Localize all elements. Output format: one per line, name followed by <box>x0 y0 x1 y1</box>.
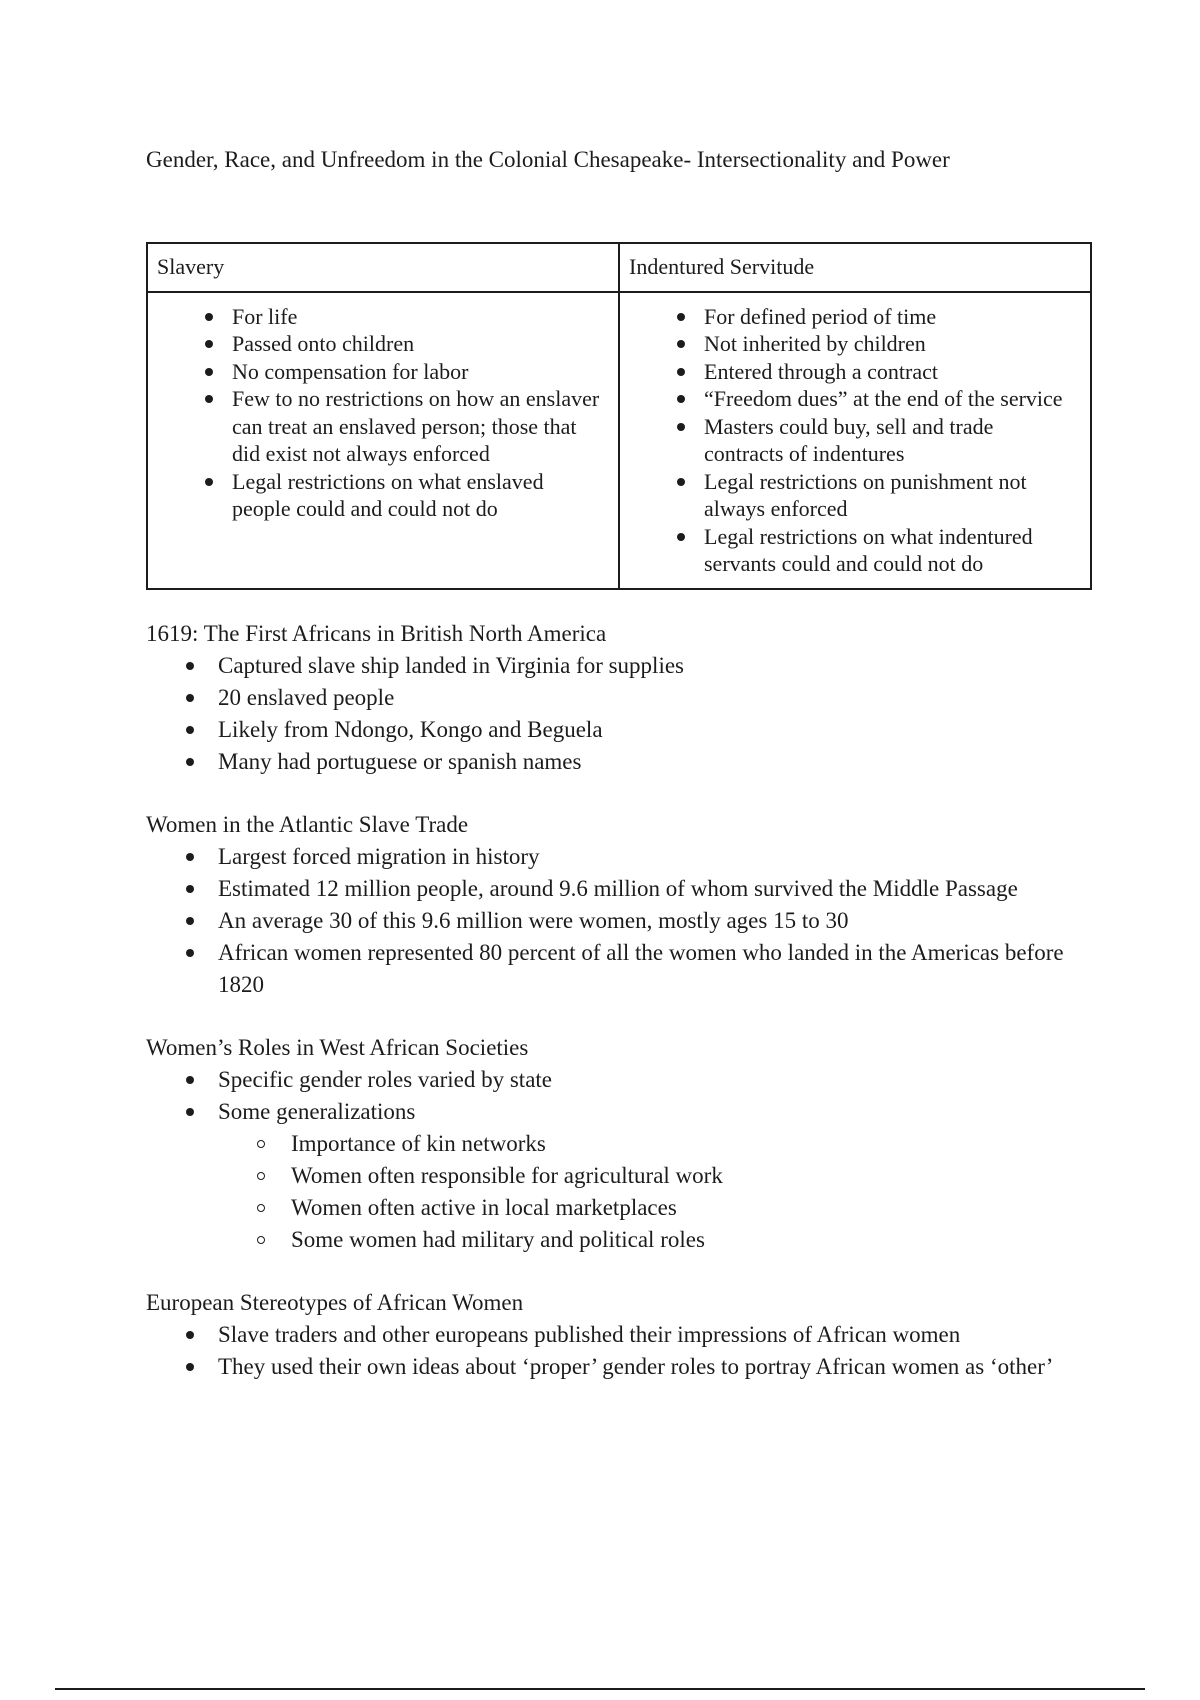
list-item: Many had portuguese or spanish names <box>146 746 1090 778</box>
list-item: Specific gender roles varied by state <box>146 1064 1090 1096</box>
bullet-list <box>146 1319 1090 1383</box>
section-heading: 1619: The First Africans in British North America <box>146 620 607 646</box>
list-item: Largest forced migration in history <box>146 841 1090 873</box>
document-page <box>146 140 1090 1414</box>
comparison-table <box>146 242 1092 590</box>
list-item: Slave traders and other europeans published their impressions of African women <box>146 1319 1090 1351</box>
list-item: Women often active in local marketplaces <box>146 1192 1090 1224</box>
list-item: No compensation for labor <box>160 358 606 386</box>
list-item: Legal restrictions on punishment not always enforced <box>632 468 1078 523</box>
indentured-cell <box>619 292 1091 589</box>
list-item: Importance of kin networks <box>146 1128 1090 1160</box>
section-european-stereotypes <box>146 1287 1090 1383</box>
list-item: For defined period of time <box>632 303 1078 331</box>
list-item: Captured slave ship landed in Virginia for supplies <box>146 650 1090 682</box>
list-item: Women often responsible for agricultural work <box>146 1160 1090 1192</box>
list-item: Some women had military and political roles <box>146 1224 1090 1256</box>
list-item: “Freedom dues” at the end of the service <box>632 385 1078 413</box>
slavery-cell <box>147 292 619 589</box>
indentured-column-header: Indentured Servitude <box>619 243 1091 292</box>
list-item: Passed onto children <box>160 330 606 358</box>
list-item: 20 enslaved people <box>146 682 1090 714</box>
list-item: African women represented 80 percent of all the women who landed in the Americas before 1820 <box>146 937 1090 1001</box>
section-heading: Women’s Roles in West African Societies <box>146 1034 529 1060</box>
list-item: Legal restrictions on what indentured servants could and could not do <box>632 523 1078 578</box>
list-item: An average 30 of this 9.6 million were women, mostly ages 15 to 30 <box>146 905 1090 937</box>
section-heading: European Stereotypes of African Women <box>146 1289 524 1315</box>
bullet-list <box>146 650 1090 778</box>
sub-bullet-list <box>146 1128 1090 1256</box>
list-item: Legal restrictions on what enslaved people could and could not do <box>160 468 606 523</box>
page-title: Gender, Race, and Unfreedom in the Colonial Chesapeake- Intersectionality and Power <box>146 147 950 172</box>
list-item: Not inherited by children <box>632 330 1078 358</box>
section-atlantic-slave-trade <box>146 809 1090 1001</box>
indentured-list <box>632 303 1078 578</box>
list-item: Few to no restrictions on how an enslaver can treat an enslaved person; those that did exist not always enforced <box>160 385 606 468</box>
section-heading: Women in the Atlantic Slave Trade <box>146 811 469 837</box>
list-item: Estimated 12 million people, around 9.6 million of whom survived the Middle Passage <box>146 873 1090 905</box>
slavery-list <box>160 303 606 523</box>
section-west-african-roles <box>146 1032 1090 1256</box>
list-item: Masters could buy, sell and trade contracts of indentures <box>632 413 1078 468</box>
list-item: Some generalizations <box>146 1096 1090 1128</box>
bullet-list <box>146 1064 1090 1128</box>
section-first-africans <box>146 618 1090 778</box>
bullet-list <box>146 841 1090 1001</box>
list-item: They used their own ideas about ‘proper’ gender roles to portray African women as ‘other’ <box>146 1351 1090 1383</box>
slavery-column-header: Slavery <box>147 243 619 292</box>
list-item: For life <box>160 303 606 331</box>
table-row <box>147 292 1091 589</box>
page-bottom-rule <box>55 1688 1145 1690</box>
list-item: Entered through a contract <box>632 358 1078 386</box>
table-header-row <box>147 243 1091 292</box>
list-item: Likely from Ndongo, Kongo and Beguela <box>146 714 1090 746</box>
